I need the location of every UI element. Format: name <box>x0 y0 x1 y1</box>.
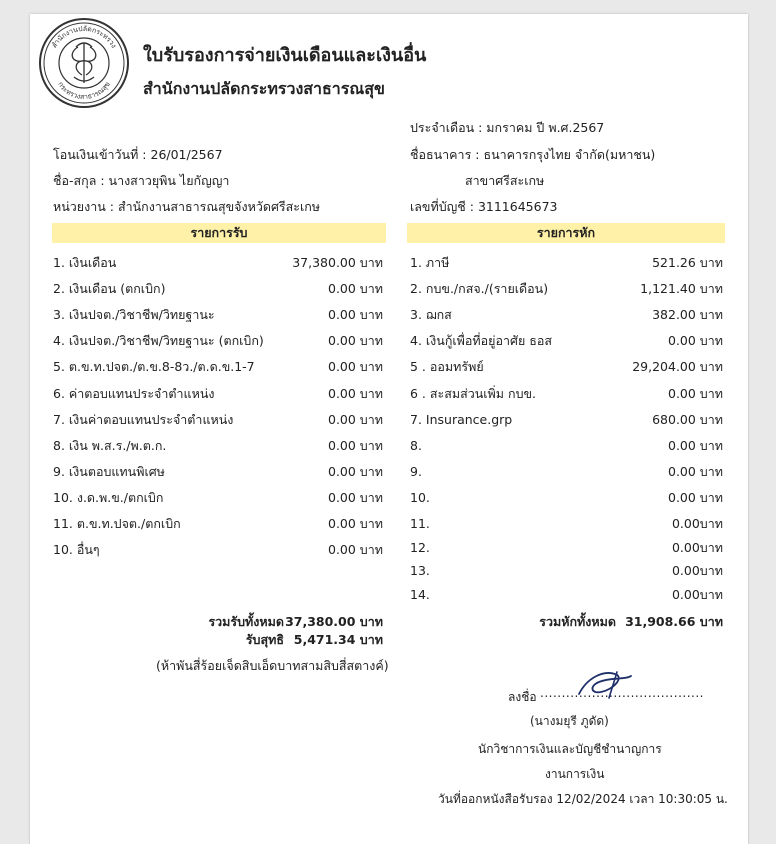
deduction-item-amount: 0.00 บาท <box>668 333 723 349</box>
income-item-label: 10. ง.ด.พ.ข./ตกเบิก <box>53 489 164 505</box>
deduction-item-row <box>410 488 723 508</box>
deduction-item-label: 5 . ออมทรัพย์ <box>410 359 484 375</box>
deduction-item-amount: 0.00 บาท <box>668 489 723 505</box>
income-item-label: 3. เงินปจต./วิชาชีพ/วิทยฐานะ <box>53 307 215 323</box>
deduction-item-amount: 0.00 บาท <box>668 437 723 453</box>
income-item-amount: 0.00 บาท <box>328 542 383 558</box>
work-unit: หน่วยงาน : สำนักงานสาธารณสุขจังหวัดศรีสะเกษ <box>53 199 321 214</box>
income-item-amount: 0.00 บาท <box>328 463 383 479</box>
deduction-item-amount: 0.00 บาท <box>668 463 723 479</box>
income-item-label: 8. เงิน พ.ส.ร./พ.ต.ก. <box>53 437 167 453</box>
deduction-item-row <box>410 331 723 351</box>
deduction-item-amount: 29,204.00 บาท <box>632 359 723 375</box>
deduction-item-label: 2. กบข./กสจ./(รายเดือน) <box>410 281 549 297</box>
income-item-label: 10. อื่นๆ <box>53 542 100 558</box>
deduction-item-label: 13. <box>410 563 430 579</box>
deduction-item-row <box>410 384 723 404</box>
income-item-row <box>53 436 383 456</box>
sign-label: ลงชื่อ <box>508 690 537 704</box>
income-item-row <box>53 384 383 404</box>
deduction-item-row <box>410 585 723 605</box>
income-item-row <box>53 331 383 351</box>
income-item-row <box>53 488 383 508</box>
income-item-label: 4. เงินปจต./วิชาชีพ/วิทยฐานะ (ตกเบิก) <box>53 333 264 349</box>
bank-name: ชื่อธนาคาร : ธนาคารกรุงไทย จำกัด(มหาชน) <box>410 147 656 162</box>
income-header: รายการรับ <box>52 223 386 243</box>
ministry-seal-logo <box>38 17 130 109</box>
deduction-item-row <box>410 538 723 558</box>
income-item-amount: 0.00 บาท <box>328 307 383 323</box>
deduction-item-label: 8. <box>410 437 422 453</box>
income-item-amount: 0.00 บาท <box>328 437 383 453</box>
bank-branch: สาขาศรีสะเกษ <box>465 173 545 188</box>
deduction-total-value: 31,908.66 บาท <box>625 614 723 629</box>
deduction-item-label: 4. เงินกู้เพื่อที่อยู่อาศัย ธอส <box>410 333 553 349</box>
issue-timestamp: วันที่ออกหนังสือรับรอง 12/02/2024 เวลา 10:30:05 น. <box>438 792 728 806</box>
signer-name: (นางมยุรี ภูดัด) <box>530 714 609 728</box>
deduction-item-row <box>410 462 723 482</box>
deduction-item-label: 3. ฌกส <box>410 307 452 323</box>
deduction-item-amount: 0.00บาท <box>671 516 723 531</box>
deduction-item-row <box>410 436 723 456</box>
income-item-row <box>53 357 383 377</box>
deduction-item-row <box>410 305 723 325</box>
income-total-value: 37,380.00 บาท <box>285 614 383 629</box>
deduction-item-row <box>410 561 723 581</box>
income-item-row <box>53 410 383 430</box>
deduction-item-amount: 0.00บาท <box>671 539 723 555</box>
deduction-item-amount: 0.00บาท <box>671 587 723 603</box>
income-item-amount: 0.00 บาท <box>328 385 383 401</box>
deduction-total-label: รวมหักทั้งหมด <box>539 614 616 629</box>
income-item-row <box>53 540 383 560</box>
income-item-amount: 0.00 บาท <box>328 359 383 375</box>
deduction-item-label: 11. <box>410 516 430 531</box>
income-item-row <box>53 305 383 325</box>
deduction-item-amount: 680.00 บาท <box>652 411 723 427</box>
income-item-amount: 0.00 บาท <box>328 489 383 505</box>
deduction-item-label: 7. Insurance.grp <box>410 411 513 427</box>
document-title: ใบรับรองการจ่ายเงินเดือนและเงินอื่น <box>143 45 427 66</box>
seal-text-bottom: กระทรวงสาธารณสุข <box>56 80 112 102</box>
account-number: เลขที่บัญชี : 3111645673 <box>410 199 558 214</box>
income-item-label: 2. เงินเดือน (ตกเบิก) <box>53 281 166 297</box>
deduction-item-amount: 521.26 บาท <box>652 255 723 270</box>
deduction-header: รายการหัก <box>407 223 725 243</box>
income-item-row <box>53 279 383 299</box>
income-item-label: 1. เงินเดือน <box>53 255 117 270</box>
income-item-label: 5. ต.ข.ท.ปจต./ต.ข.8-8ว./ต.ด.ข.1-7 <box>53 359 255 375</box>
income-item-amount: 0.00 บาท <box>328 281 383 297</box>
income-item-amount: 37,380.00 บาท <box>292 255 383 270</box>
income-item-amount: 0.00 บาท <box>328 411 383 427</box>
employee-name: ชื่อ-สกุล : นางสาวยุพิน ไยกัญญา <box>53 173 230 188</box>
net-income-value: 5,471.34 บาท <box>293 632 383 647</box>
deduction-item-label: 14. <box>410 587 430 603</box>
income-item-row <box>53 514 383 534</box>
deduction-item-amount: 0.00 บาท <box>668 385 723 401</box>
deduction-item-amount: 382.00 บาท <box>652 307 723 323</box>
income-item-label: 6. ค่าตอบแทนประจำตำแหน่ง <box>53 385 215 401</box>
deduction-item-label: 10. <box>410 489 430 505</box>
income-item-label: 11. ต.ข.ท.ปจต./ตกเบิก <box>53 516 181 531</box>
signer-position: นักวิชาการเงินและบัญชีชำนาญการ <box>478 742 662 756</box>
net-income-label: รับสุทธิ <box>245 632 284 647</box>
income-item-row <box>53 253 383 273</box>
income-item-amount: 0.00 บาท <box>328 516 383 531</box>
deduction-item-amount: 1,121.40 บาท <box>640 281 723 297</box>
transfer-date: โอนเงินเข้าวันที่ : 26/01/2567 <box>53 147 223 162</box>
income-item-label: 9. เงินตอบแทนพิเศษ <box>53 463 165 479</box>
deduction-item-amount: 0.00บาท <box>671 563 723 579</box>
seal-text-top: สำนักงานปลัดกระทรวง <box>50 24 118 50</box>
income-item-row <box>53 462 383 482</box>
deduction-item-row <box>410 253 723 273</box>
net-income-words: (ห้าพันสี่ร้อยเจ็ดสิบเอ็ดบาทสามสิบสี่สตางค์) <box>156 658 389 673</box>
deduction-item-row <box>410 514 723 534</box>
signer-department: งานการเงิน <box>545 767 605 781</box>
organization-name: สำนักงานปลัดกระทรวงสาธารณสุข <box>143 79 385 98</box>
deduction-item-row <box>410 410 723 430</box>
deduction-item-row <box>410 279 723 299</box>
deduction-item-label: 1. ภาษี <box>410 255 450 270</box>
income-total-label: รวมรับทั้งหมด <box>208 614 284 629</box>
pay-month: ประจำเดือน : มกราคม ปี พ.ศ.2567 <box>410 120 605 135</box>
handwritten-signature <box>573 668 635 700</box>
income-item-amount: 0.00 บาท <box>328 333 383 349</box>
deduction-item-label: 9. <box>410 463 422 479</box>
deduction-item-label: 12. <box>410 539 430 555</box>
signature-line: ...................................... <box>540 686 704 700</box>
deduction-item-row <box>410 357 723 377</box>
deduction-item-label: 6 . สะสมส่วนเพิ่ม กบข. <box>410 385 537 401</box>
income-item-label: 7. เงินค่าตอบแทนประจำตำแหน่ง <box>53 411 234 427</box>
